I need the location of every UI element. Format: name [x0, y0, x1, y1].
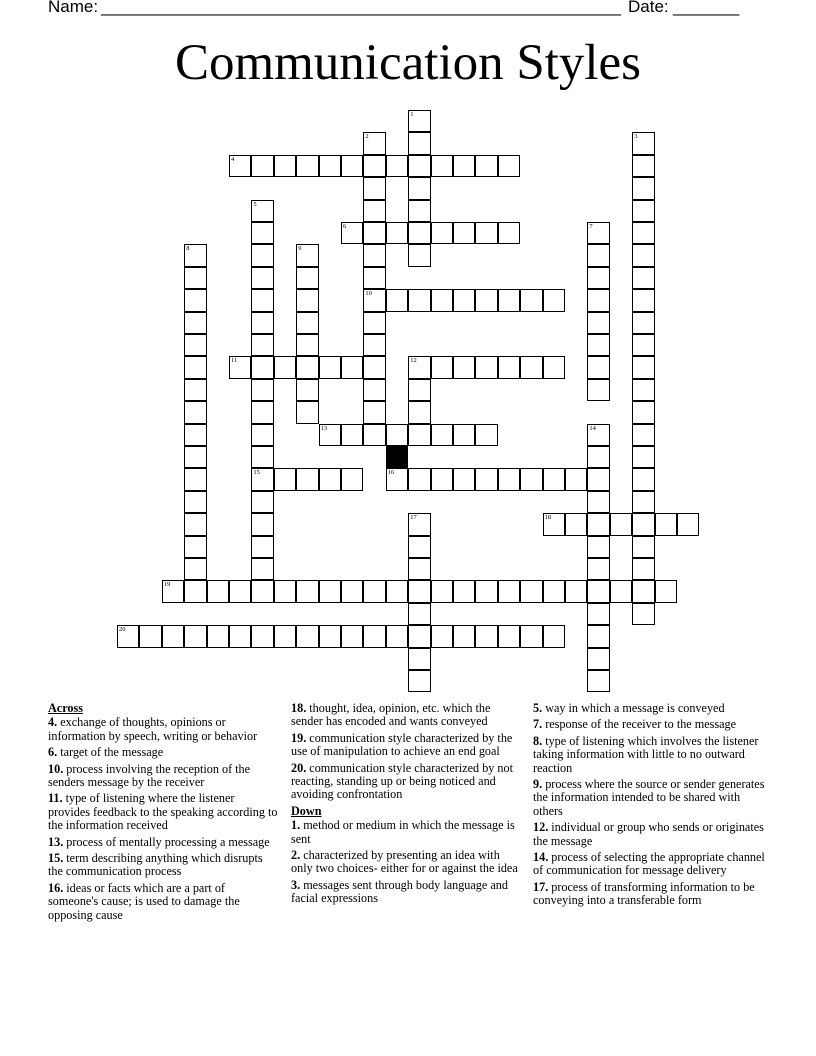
- name-line[interactable]: _______________________________________________________: [101, 0, 622, 16]
- grid-cell[interactable]: [251, 491, 273, 513]
- grid-cell[interactable]: [431, 424, 453, 446]
- clue-number: 17.: [533, 879, 549, 894]
- grid-cell[interactable]: [543, 625, 565, 647]
- grid-cell[interactable]: [498, 222, 520, 244]
- grid-cell[interactable]: [587, 580, 609, 602]
- grid-cell[interactable]: [184, 267, 206, 289]
- grid-cell[interactable]: [251, 200, 273, 222]
- grid-cell[interactable]: [632, 424, 654, 446]
- grid-cell[interactable]: [363, 177, 385, 199]
- grid-cell[interactable]: [408, 625, 430, 647]
- clue-number: 14.: [533, 850, 549, 865]
- grid-cell[interactable]: [677, 513, 699, 535]
- grid-cell[interactable]: [363, 379, 385, 401]
- grid-cell[interactable]: [610, 580, 632, 602]
- grid-cell[interactable]: [386, 155, 408, 177]
- grid-cell[interactable]: [431, 155, 453, 177]
- grid-cell[interactable]: [386, 625, 408, 647]
- grid-cell[interactable]: [184, 379, 206, 401]
- grid-cell[interactable]: [319, 424, 341, 446]
- clue-number: 9: [298, 245, 302, 253]
- date-label: Date:: [628, 0, 674, 16]
- clue: 2. characterized by presenting an idea with only two choices- either for or against the idea: [291, 848, 518, 876]
- clue: 19. communication style characterized by the use of manipulation to achieve an end goal: [291, 730, 513, 759]
- clue-number: 18: [544, 514, 552, 522]
- grid-cell[interactable]: [587, 312, 609, 334]
- grid-cell[interactable]: [475, 289, 497, 311]
- grid-cell[interactable]: [632, 446, 654, 468]
- grid-cell[interactable]: [341, 424, 363, 446]
- clue: 1. method or medium in which the message is sent: [291, 818, 515, 846]
- grid-cell[interactable]: [431, 625, 453, 647]
- clue-number: 20.: [291, 760, 307, 775]
- clue-number: 15: [253, 469, 260, 477]
- grid-cell[interactable]: [632, 468, 654, 490]
- grid-cell[interactable]: [363, 424, 385, 446]
- grid-cell[interactable]: [632, 244, 654, 266]
- clue-number: 13.: [48, 834, 64, 849]
- grid-cell[interactable]: [341, 155, 363, 177]
- grid-cell[interactable]: [587, 356, 609, 378]
- grid-cell[interactable]: [408, 244, 430, 266]
- clue-number: 19: [163, 581, 171, 589]
- header: [48, 0, 748, 21]
- clue-number: 1: [410, 111, 414, 118]
- grid-cell[interactable]: [632, 177, 654, 199]
- clue: 5. way in which a message is conveyed: [533, 701, 725, 715]
- grid-cell[interactable]: [296, 244, 318, 266]
- grid-cell[interactable]: [229, 356, 251, 378]
- grid-cell[interactable]: [408, 603, 430, 625]
- grid-cell[interactable]: [184, 289, 206, 311]
- grid-cell[interactable]: [498, 356, 520, 378]
- grid-cell[interactable]: [139, 625, 161, 647]
- grid-cell[interactable]: [274, 356, 296, 378]
- grid-cell[interactable]: [184, 491, 206, 513]
- grid-cell[interactable]: [386, 289, 408, 311]
- grid-cell[interactable]: [296, 289, 318, 311]
- grid-cell[interactable]: [184, 580, 206, 602]
- grid-cell[interactable]: [632, 200, 654, 222]
- grid-cell[interactable]: [498, 468, 520, 490]
- grid-cell[interactable]: [655, 513, 677, 535]
- grid-cell[interactable]: [251, 513, 273, 535]
- grid-cell[interactable]: [632, 267, 654, 289]
- grid-cell[interactable]: [632, 513, 654, 535]
- clue-number: 6.: [48, 745, 58, 760]
- grid-cell[interactable]: [587, 289, 609, 311]
- grid-cell[interactable]: [341, 580, 363, 602]
- clue-number: 8: [186, 245, 190, 253]
- grid-cell[interactable]: [453, 424, 475, 446]
- grid-cell[interactable]: [184, 244, 206, 266]
- clue-number: 4: [231, 155, 235, 163]
- clue-number: 5: [253, 200, 257, 208]
- grid-cell[interactable]: [453, 356, 475, 378]
- grid-cell[interactable]: [296, 580, 318, 602]
- grid-cell[interactable]: [363, 222, 385, 244]
- grid-cell[interactable]: [632, 222, 654, 244]
- clue-number: 8.: [533, 733, 543, 748]
- clue: 11. type of listening where the listener provides feedback to the speaking according to the information received: [48, 791, 278, 833]
- grid-cell[interactable]: [431, 356, 453, 378]
- grid-cell[interactable]: [363, 289, 385, 311]
- clue-number: 11: [231, 357, 238, 365]
- clue: 15. term describing anything which disrupts the communication process: [48, 851, 263, 879]
- grid-cell[interactable]: [632, 289, 654, 311]
- grid-cell[interactable]: [184, 468, 206, 490]
- clue-number: 16: [387, 469, 395, 477]
- clue: 10. process involving the reception of the senders message by the receiver: [48, 761, 251, 790]
- grid-cell[interactable]: [408, 468, 430, 490]
- grid-cell[interactable]: [229, 155, 251, 177]
- clues-column-2: [291, 702, 523, 909]
- grid-cell[interactable]: [475, 580, 497, 602]
- grid-cell[interactable]: [632, 132, 654, 154]
- grid-cell[interactable]: [498, 625, 520, 647]
- grid-cell[interactable]: [587, 558, 609, 580]
- grid-cell[interactable]: [520, 289, 542, 311]
- grid-cell[interactable]: [363, 625, 385, 647]
- grid-cell[interactable]: [610, 513, 632, 535]
- grid-cell[interactable]: [363, 580, 385, 602]
- grid-cell[interactable]: [251, 625, 273, 647]
- grid-cell[interactable]: [296, 468, 318, 490]
- grid-cell[interactable]: [274, 468, 296, 490]
- grid-cell[interactable]: [184, 625, 206, 647]
- clue-number: 13: [320, 424, 328, 432]
- grid-cell[interactable]: [632, 558, 654, 580]
- grid-cell[interactable]: [319, 580, 341, 602]
- grid-cell[interactable]: [587, 468, 609, 490]
- grid-cell[interactable]: [632, 312, 654, 334]
- clues-column-3: [533, 702, 768, 911]
- grid-cell[interactable]: [296, 267, 318, 289]
- grid-cell[interactable]: [408, 401, 430, 423]
- clue-number: 20: [119, 626, 126, 634]
- grid-cell[interactable]: [251, 379, 273, 401]
- grid-cell[interactable]: [363, 200, 385, 222]
- grid-cell[interactable]: [408, 177, 430, 199]
- clue-number: 5.: [533, 701, 543, 715]
- grid-cell[interactable]: [296, 155, 318, 177]
- grid-cell[interactable]: [386, 222, 408, 244]
- grid-cell[interactable]: [453, 468, 475, 490]
- grid-cell[interactable]: [408, 558, 430, 580]
- clue-number: 14: [589, 424, 596, 432]
- grid-cell[interactable]: [587, 244, 609, 266]
- grid-cell[interactable]: [632, 334, 654, 356]
- grid-cell[interactable]: [184, 446, 206, 468]
- clue: 16. ideas or facts which are a part of someone's cause; is used to damage the opposing cause: [48, 880, 240, 922]
- grid-cell[interactable]: [498, 155, 520, 177]
- clue-number: 10.: [48, 761, 64, 776]
- grid-cell[interactable]: [341, 222, 363, 244]
- grid-cell[interactable]: [363, 267, 385, 289]
- grid-cell[interactable]: [565, 580, 587, 602]
- grid-cell[interactable]: [587, 491, 609, 513]
- grid-cell[interactable]: [319, 155, 341, 177]
- grid-cell[interactable]: [251, 289, 273, 311]
- grid-cell[interactable]: [251, 356, 273, 378]
- clue-number: 3: [634, 133, 638, 141]
- clue-number: 2.: [291, 848, 301, 863]
- grid-cell[interactable]: [363, 334, 385, 356]
- grid-cell[interactable]: [296, 379, 318, 401]
- grid-cell[interactable]: [498, 289, 520, 311]
- grid-cell[interactable]: [363, 356, 385, 378]
- grid-cell[interactable]: [386, 424, 408, 446]
- grid-cell[interactable]: [229, 580, 251, 602]
- grid-cell[interactable]: [408, 513, 430, 535]
- clue-number: 12: [410, 357, 417, 365]
- grid-cell[interactable]: [117, 625, 139, 647]
- grid-cell[interactable]: [251, 424, 273, 446]
- grid-cell[interactable]: [274, 155, 296, 177]
- grid-cell[interactable]: [363, 401, 385, 423]
- grid-cell[interactable]: [319, 468, 341, 490]
- grid-cell[interactable]: [587, 625, 609, 647]
- grid-cell[interactable]: [587, 446, 609, 468]
- grid-cell[interactable]: [251, 401, 273, 423]
- grid-cell[interactable]: [475, 222, 497, 244]
- grid-cell[interactable]: [587, 670, 609, 692]
- clue-number: 19.: [291, 730, 307, 745]
- grid-cell[interactable]: [587, 379, 609, 401]
- clue: 4. exchange of thoughts, opinions or information by speech, writing or behavior: [48, 715, 258, 743]
- grid-cell[interactable]: [565, 513, 587, 535]
- clues-column-1: [48, 702, 278, 925]
- grid-cell[interactable]: [475, 468, 497, 490]
- clue-number: 9.: [533, 777, 543, 792]
- grid-cell[interactable]: [251, 536, 273, 558]
- grid-cell[interactable]: [587, 222, 609, 244]
- grid-cell[interactable]: [162, 580, 184, 602]
- grid-cell[interactable]: [431, 468, 453, 490]
- grid-cell[interactable]: [408, 424, 430, 446]
- grid-cell[interactable]: [475, 625, 497, 647]
- grid-cell[interactable]: [520, 580, 542, 602]
- grid-cell[interactable]: [363, 155, 385, 177]
- page-title: Communication Styles: [174, 35, 642, 91]
- grid-cell[interactable]: [543, 356, 565, 378]
- grid-cell[interactable]: [251, 312, 273, 334]
- clue-number: 16.: [48, 880, 64, 895]
- grid-cell[interactable]: [587, 267, 609, 289]
- grid-cell[interactable]: [408, 670, 430, 692]
- grid-cell[interactable]: [632, 401, 654, 423]
- clue-number: 4.: [48, 715, 58, 730]
- clue-number: 10: [365, 290, 372, 298]
- grid-cell[interactable]: [587, 513, 609, 535]
- grid-cell[interactable]: [475, 356, 497, 378]
- grid-cell[interactable]: [251, 468, 273, 490]
- grid-cell[interactable]: [251, 267, 273, 289]
- grid-cell[interactable]: [520, 468, 542, 490]
- grid-cell[interactable]: [184, 312, 206, 334]
- clue: 3. messages sent through body language and facial expressions: [291, 877, 508, 906]
- grid-cell[interactable]: [363, 312, 385, 334]
- grid-cell[interactable]: [475, 424, 497, 446]
- grid-cell[interactable]: [453, 155, 475, 177]
- date-line[interactable]: _______: [673, 0, 740, 16]
- grid-cell[interactable]: [319, 625, 341, 647]
- grid-cell[interactable]: [520, 356, 542, 378]
- grid-cell[interactable]: [408, 155, 430, 177]
- clue: 7. response of the receiver to the message: [533, 717, 737, 732]
- grid-cell[interactable]: [587, 536, 609, 558]
- grid-cell[interactable]: [408, 289, 430, 311]
- grid-cell[interactable]: [587, 334, 609, 356]
- grid-cell[interactable]: [184, 558, 206, 580]
- grid-cell[interactable]: [251, 244, 273, 266]
- grid-cell[interactable]: [184, 536, 206, 558]
- clue-number: 17: [410, 514, 417, 522]
- grid-cell[interactable]: [162, 625, 184, 647]
- grid-cell[interactable]: [408, 110, 430, 132]
- grid-cell[interactable]: [632, 536, 654, 558]
- grid-cell[interactable]: [251, 558, 273, 580]
- grid-cell[interactable]: [632, 580, 654, 602]
- grid-cell[interactable]: [251, 222, 273, 244]
- clue-number: 7: [589, 223, 593, 230]
- grid-cell[interactable]: [341, 625, 363, 647]
- grid-cell[interactable]: [520, 625, 542, 647]
- grid-cell[interactable]: [632, 379, 654, 401]
- grid-cell[interactable]: [408, 648, 430, 670]
- grid-cell[interactable]: [251, 334, 273, 356]
- grid-cell[interactable]: [229, 625, 251, 647]
- grid-cell[interactable]: [543, 513, 565, 535]
- clue-number: 1.: [291, 818, 301, 833]
- grid-cell[interactable]: [251, 580, 273, 602]
- grid-cell[interactable]: [632, 603, 654, 625]
- grid-cell[interactable]: [408, 132, 430, 154]
- grid-cell[interactable]: [587, 424, 609, 446]
- clue: 6. target of the message: [48, 745, 164, 760]
- grid-block: [386, 446, 408, 468]
- grid-cell[interactable]: [431, 580, 453, 602]
- grid-cell[interactable]: [296, 625, 318, 647]
- grid-cell[interactable]: [408, 580, 430, 602]
- clue: 8. type of listening which involves the listener taking information with little to no outward reaction: [533, 733, 759, 775]
- grid-cell[interactable]: [319, 356, 341, 378]
- grid-cell[interactable]: [274, 580, 296, 602]
- grid-cell[interactable]: [453, 289, 475, 311]
- grid-cell[interactable]: [251, 446, 273, 468]
- section-heading-across: Across: [48, 701, 83, 715]
- grid-cell[interactable]: [543, 289, 565, 311]
- grid-cell[interactable]: [296, 334, 318, 356]
- grid-cell[interactable]: [408, 356, 430, 378]
- grid-cell[interactable]: [386, 468, 408, 490]
- clue-number: 15.: [48, 851, 64, 866]
- clue-number: 3.: [291, 877, 301, 892]
- grid-cell[interactable]: [341, 356, 363, 378]
- grid-cell[interactable]: [498, 580, 520, 602]
- clue-number: 12.: [533, 820, 549, 835]
- grid-cell[interactable]: [632, 155, 654, 177]
- grid-cell[interactable]: [408, 379, 430, 401]
- grid-cell[interactable]: [408, 222, 430, 244]
- section-heading-down: Down: [291, 803, 322, 818]
- grid-cell[interactable]: [341, 468, 363, 490]
- grid-cell[interactable]: [543, 468, 565, 490]
- grid-cell[interactable]: [632, 356, 654, 378]
- grid-cell[interactable]: [296, 401, 318, 423]
- grid-cell[interactable]: [655, 580, 677, 602]
- grid-cell[interactable]: [408, 200, 430, 222]
- clue: 13. process of mentally processing a message: [48, 834, 270, 849]
- grid-cell[interactable]: [184, 513, 206, 535]
- grid-cell[interactable]: [251, 155, 273, 177]
- grid-cell[interactable]: [274, 625, 296, 647]
- clue-number: 7.: [533, 717, 543, 732]
- clue-number: 18.: [291, 701, 307, 715]
- grid-cell[interactable]: [184, 424, 206, 446]
- grid-cell[interactable]: [453, 625, 475, 647]
- grid-cell[interactable]: [587, 603, 609, 625]
- grid-cell[interactable]: [207, 580, 229, 602]
- grid-cell[interactable]: [363, 244, 385, 266]
- grid-cell[interactable]: [453, 580, 475, 602]
- grid-cell[interactable]: [207, 625, 229, 647]
- clue-number: 6: [343, 223, 347, 230]
- grid-cell[interactable]: [431, 222, 453, 244]
- grid-cell[interactable]: [543, 580, 565, 602]
- grid-cell[interactable]: [453, 222, 475, 244]
- clue: 18. thought, idea, opinion, etc. which the sender has encoded and wants conveyed: [291, 701, 491, 729]
- grid-cell[interactable]: [184, 356, 206, 378]
- grid-cell[interactable]: [184, 334, 206, 356]
- grid-cell[interactable]: [184, 401, 206, 423]
- grid-cell[interactable]: [386, 580, 408, 602]
- grid-cell[interactable]: [408, 536, 430, 558]
- clue: 17. process of transforming information to be conveying into a transferable form: [533, 879, 755, 908]
- name-label: Name:: [48, 0, 103, 16]
- clue-number: 2: [365, 133, 369, 141]
- grid-cell[interactable]: [587, 648, 609, 670]
- clue: 20. communication style characterized by not reacting, standing up or being noticed and avoiding confrontation: [291, 760, 514, 802]
- grid-cell[interactable]: [431, 289, 453, 311]
- grid-cell[interactable]: [632, 491, 654, 513]
- grid-cell[interactable]: [565, 468, 587, 490]
- grid-cell[interactable]: [296, 356, 318, 378]
- grid-cell[interactable]: [296, 312, 318, 334]
- grid-cell[interactable]: [363, 132, 385, 154]
- clue-number: 11.: [48, 791, 63, 806]
- grid-cell[interactable]: [475, 155, 497, 177]
- clue: 12. individual or group who sends or originates the message: [533, 820, 764, 848]
- clue: 14. process of selecting the appropriate channel of communication for message delivery: [533, 850, 765, 878]
- clue: 9. process where the source or sender generates the information intended to be shared with others: [533, 777, 765, 818]
